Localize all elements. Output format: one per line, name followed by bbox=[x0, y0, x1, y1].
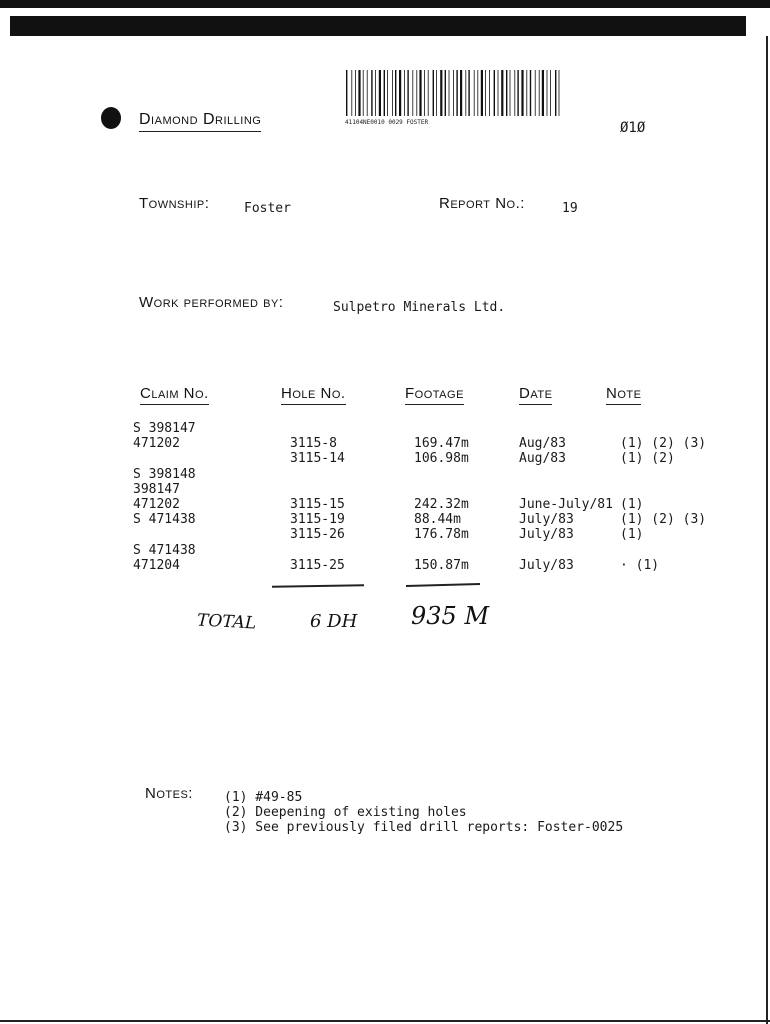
date-cell: June-July/81 bbox=[519, 497, 613, 512]
footage-cell: 242.32m bbox=[414, 497, 469, 512]
barcode-bar bbox=[489, 70, 490, 116]
hole-number-cell: 3115-25 bbox=[290, 557, 345, 573]
barcode-bar bbox=[384, 70, 385, 116]
barcode-bar bbox=[371, 70, 372, 116]
barcode-bar bbox=[510, 70, 511, 116]
bottom-page-edge bbox=[0, 1020, 770, 1022]
barcode-bar bbox=[395, 70, 396, 116]
date-cell: Aug/83 bbox=[519, 436, 566, 452]
township-value: Foster bbox=[244, 201, 291, 216]
total-holes: 6 DH bbox=[310, 611, 358, 632]
barcode-bar bbox=[355, 70, 356, 116]
barcode-bar bbox=[506, 70, 507, 116]
township-label: Township: bbox=[139, 195, 210, 212]
claim-number-cell: 471204 bbox=[133, 557, 180, 573]
barcode-bar bbox=[440, 70, 442, 116]
note-2: (2) Deepening of existing holes bbox=[224, 805, 467, 820]
barcode-bar bbox=[407, 70, 408, 116]
claim-number-cell: S 471438 bbox=[133, 542, 196, 558]
barcode-bar bbox=[526, 70, 527, 116]
work-performed-label: Work performed by: bbox=[139, 294, 284, 311]
barcode-bar bbox=[460, 70, 462, 116]
footage-total-rule bbox=[406, 583, 480, 587]
barcode-bar bbox=[412, 70, 413, 116]
barcode-bar bbox=[449, 70, 450, 116]
note-1: (1) #49-85 bbox=[224, 790, 303, 805]
barcode-bar bbox=[517, 70, 518, 116]
note-header: Note bbox=[606, 385, 641, 405]
barcode-bar bbox=[392, 70, 393, 116]
barcode-bar bbox=[494, 70, 495, 116]
scan-header-bar bbox=[10, 16, 746, 36]
right-page-edge bbox=[766, 36, 768, 1024]
barcode-bar bbox=[456, 70, 457, 116]
barcode-bar bbox=[367, 70, 368, 116]
date-cell: July/83 bbox=[519, 557, 574, 573]
barcode-bar bbox=[436, 70, 437, 116]
barcode-bar bbox=[358, 70, 360, 116]
barcode-bar bbox=[445, 70, 446, 116]
barcode-bar bbox=[539, 70, 540, 116]
total-footage: 935 M bbox=[411, 602, 490, 630]
barcode-bar bbox=[501, 70, 503, 116]
barcode-bar bbox=[514, 70, 515, 116]
footage-header: Footage bbox=[405, 385, 464, 405]
barcode-bar bbox=[547, 70, 548, 116]
date-cell: Aug/83 bbox=[519, 451, 566, 467]
bullet-dot bbox=[101, 107, 121, 129]
claim-number-cell: S 398147 bbox=[133, 421, 196, 436]
barcode-bar bbox=[416, 70, 417, 116]
notes-label: Notes: bbox=[145, 785, 193, 802]
footage-cell: 169.47m bbox=[414, 436, 469, 452]
note-cell: (1) bbox=[620, 527, 644, 543]
barcode-bar bbox=[474, 70, 475, 116]
claim-number-cell: 398147 bbox=[133, 481, 180, 497]
claim-number-header: Claim No. bbox=[140, 385, 209, 405]
barcode-bar bbox=[399, 70, 401, 116]
document-title: Diamond Drilling bbox=[139, 111, 261, 132]
barcode-bar bbox=[542, 70, 544, 116]
barcode-bar bbox=[477, 70, 478, 116]
document-number: Ø1Ø bbox=[620, 120, 646, 136]
note-cell: (1) (2) (3) bbox=[620, 512, 707, 528]
top-border bbox=[0, 0, 770, 8]
hole-number-cell: 3115-26 bbox=[290, 527, 345, 543]
barcode-label: 41104NE0010 0029 FOSTER bbox=[345, 119, 429, 126]
total-label: TOTAL bbox=[196, 610, 257, 634]
hole-number-cell: 3115-14 bbox=[290, 451, 345, 467]
note-3: (3) See previously filed drill reports: Foster-0025 bbox=[224, 820, 624, 835]
hole-total-rule bbox=[272, 584, 364, 588]
barcode-bar bbox=[351, 70, 352, 116]
barcode-bar bbox=[404, 70, 405, 116]
barcode-bar bbox=[550, 70, 551, 116]
footage-cell: 106.98m bbox=[414, 451, 469, 467]
claim-number-cell: 471202 bbox=[133, 497, 180, 512]
barcode-bar bbox=[379, 70, 381, 116]
barcode-bar bbox=[387, 70, 388, 116]
hole-number-header: Hole No. bbox=[281, 385, 346, 405]
report-number-value: 19 bbox=[562, 201, 578, 216]
barcode-bar bbox=[424, 70, 425, 116]
date-cell: July/83 bbox=[519, 512, 574, 528]
note-cell: (1) (2) (3) bbox=[620, 436, 707, 452]
hole-number-cell: 3115-8 bbox=[290, 436, 337, 452]
barcode-bar bbox=[521, 70, 523, 116]
hole-number-cell: 3115-19 bbox=[290, 512, 345, 528]
barcode bbox=[345, 70, 563, 116]
barcode-bar bbox=[465, 70, 466, 116]
barcode-bar bbox=[453, 70, 454, 116]
date-header: Date bbox=[519, 385, 552, 405]
barcode-bar bbox=[481, 70, 483, 116]
barcode-bar bbox=[555, 70, 556, 116]
claim-number-cell: S 471438 bbox=[133, 512, 196, 528]
footage-cell: 88.44m bbox=[414, 512, 461, 528]
barcode-bar bbox=[428, 70, 429, 116]
barcode-bar bbox=[535, 70, 536, 116]
barcode-bar bbox=[485, 70, 486, 116]
date-cell: July/83 bbox=[519, 527, 574, 543]
barcode-bar bbox=[346, 70, 347, 116]
note-cell: · (1) bbox=[620, 557, 660, 573]
barcode-bar bbox=[498, 70, 499, 116]
barcode-bar bbox=[530, 70, 531, 116]
barcode-bar bbox=[363, 70, 364, 116]
barcode-bar bbox=[375, 70, 376, 116]
barcode-bar bbox=[468, 70, 469, 116]
claim-number-cell: S 398148 bbox=[133, 466, 196, 482]
note-cell: (1) (2) bbox=[620, 451, 675, 467]
barcode-bar bbox=[419, 70, 421, 116]
footage-cell: 150.87m bbox=[414, 557, 469, 573]
note-cell: (1) bbox=[620, 497, 644, 512]
claim-number-cell: 471202 bbox=[133, 436, 180, 452]
report-number-label: Report No.: bbox=[439, 195, 525, 212]
footage-cell: 176.78m bbox=[414, 527, 469, 543]
barcode-bar bbox=[433, 70, 434, 116]
work-performed-value: Sulpetro Minerals Ltd. bbox=[333, 300, 506, 315]
hole-number-cell: 3115-15 bbox=[290, 497, 345, 512]
barcode-bar bbox=[559, 70, 560, 116]
